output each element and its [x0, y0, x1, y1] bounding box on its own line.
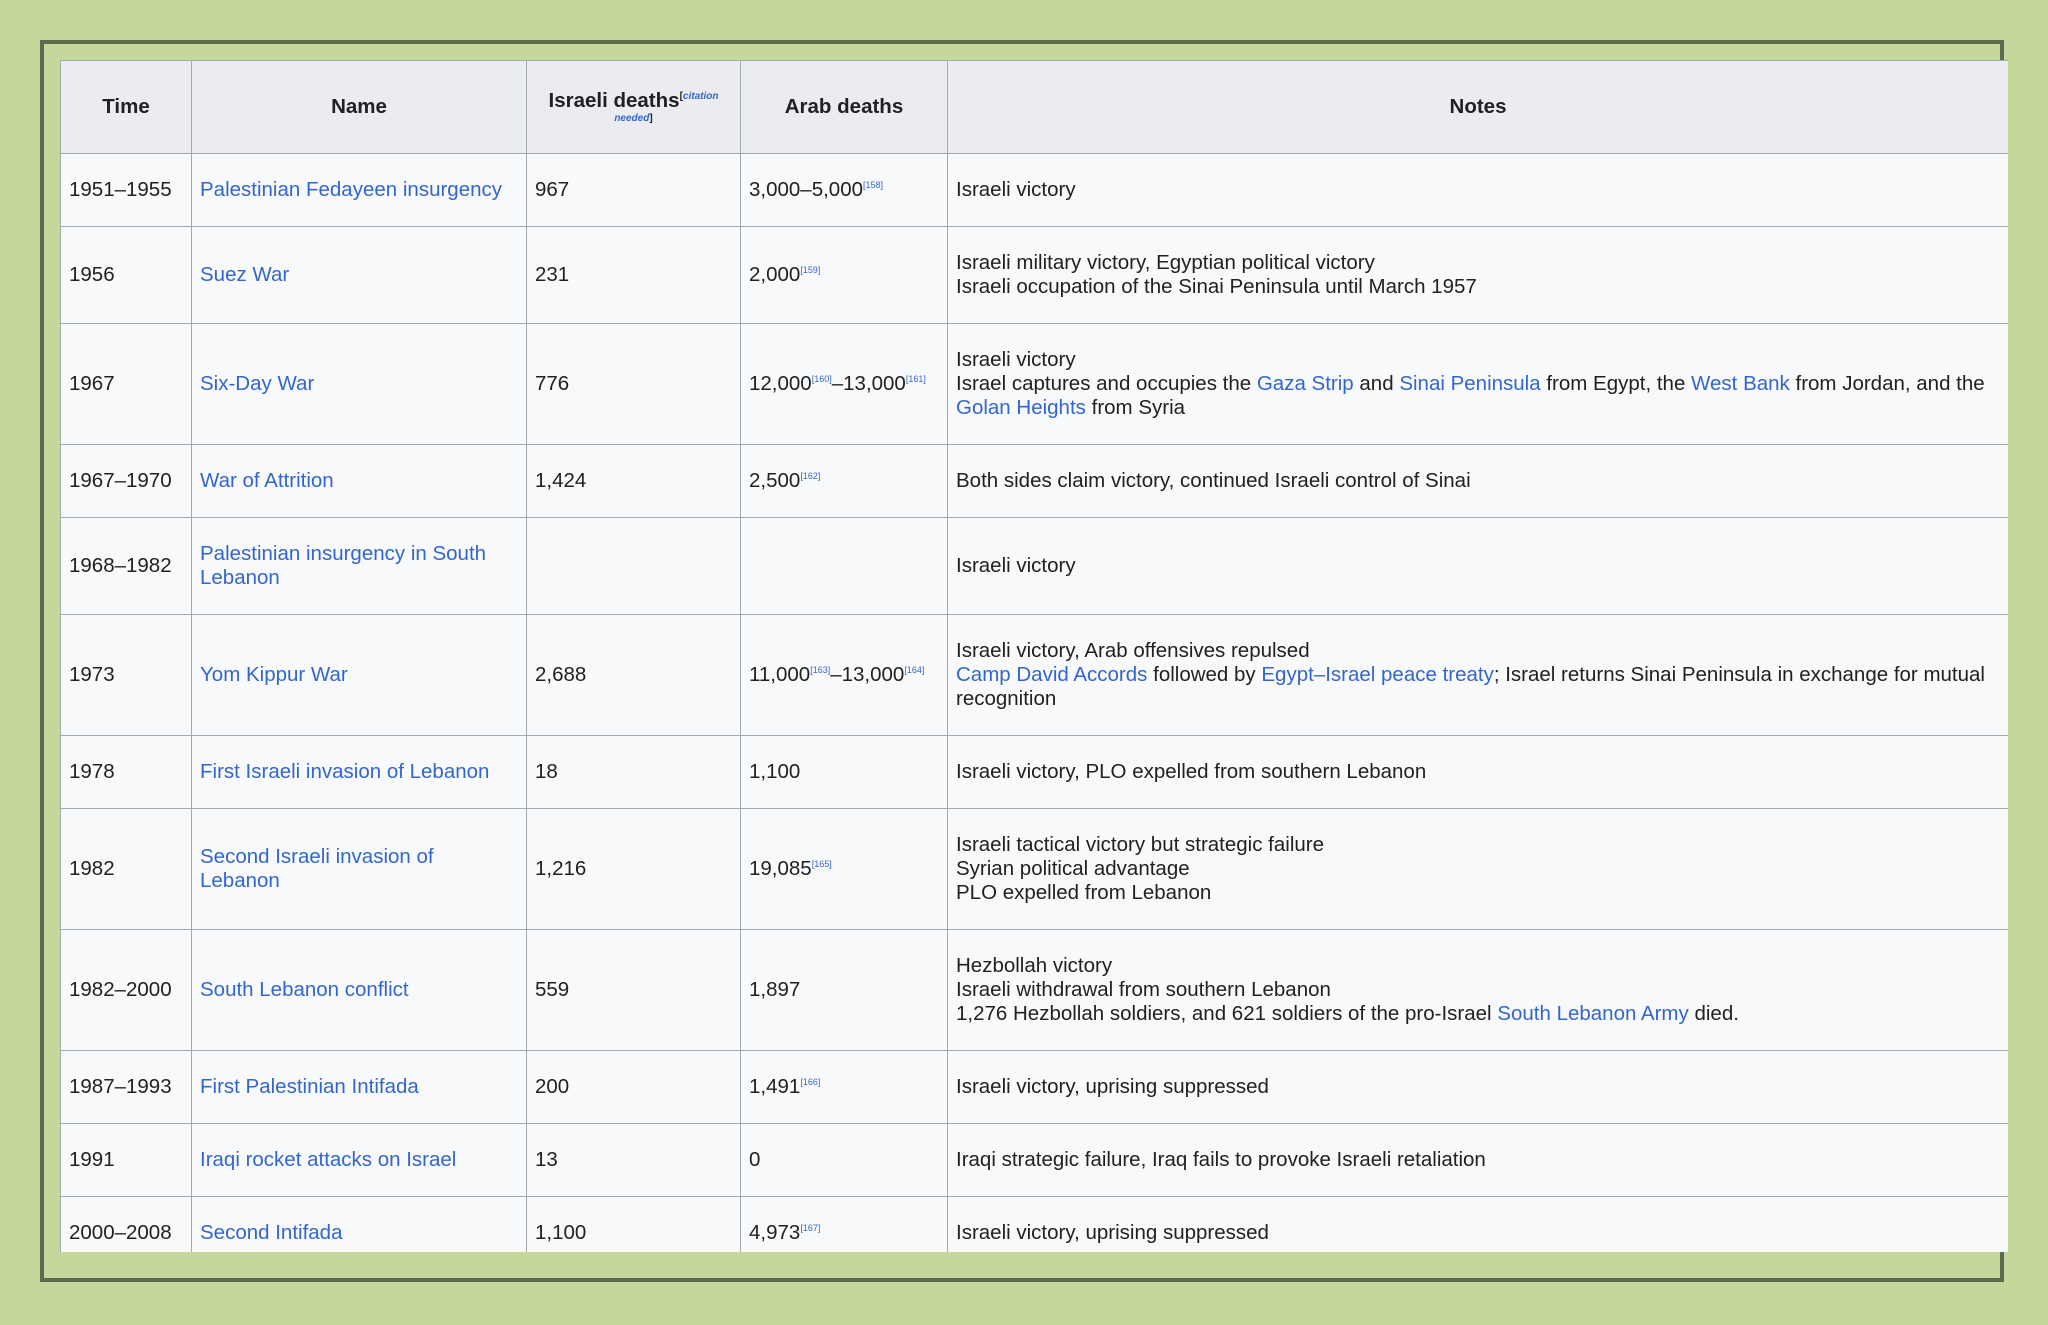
name-cell — [192, 736, 527, 809]
time-cell: 1987–1993 — [61, 1051, 192, 1124]
notes-text: Israeli victory, uprising suppressed — [956, 1221, 1269, 1244]
conflict-link[interactable]: First Israeli invasion of Lebanon — [200, 760, 490, 783]
notes-cell — [948, 518, 2009, 615]
notes-text: and — [1353, 372, 1400, 395]
table-row — [61, 809, 2009, 930]
table-row — [61, 615, 2009, 736]
reference-link[interactable]: [161] — [905, 374, 926, 385]
notes-line — [956, 1002, 2000, 1026]
reference-link[interactable]: [159] — [800, 265, 821, 276]
header-row — [61, 61, 2009, 154]
name-cell — [192, 154, 527, 227]
israeli-deaths-cell: 2,688 — [527, 615, 741, 736]
notes-line — [956, 881, 2000, 905]
header-name[interactable]: Name — [192, 61, 527, 154]
reference-link[interactable]: [165] — [811, 859, 832, 870]
arab-deaths-cell — [741, 1051, 948, 1124]
notes-text: Israeli victory — [956, 178, 1076, 201]
conflict-link[interactable]: Iraqi rocket attacks on Israel — [200, 1148, 457, 1171]
notes-line — [956, 469, 2000, 493]
notes-line — [956, 275, 2000, 299]
notes-cell — [948, 1124, 2009, 1197]
cn-bracket-open: [ — [679, 91, 683, 103]
israeli-deaths-cell: 231 — [527, 227, 741, 324]
time-cell: 1978 — [61, 736, 192, 809]
notes-text: ; Israel returns Sinai Peninsula in exchange for mutual recognition — [956, 663, 1985, 710]
cn-bracket-close: ] — [649, 113, 653, 124]
table-row — [61, 227, 2009, 324]
article-link[interactable]: South Lebanon Army — [1497, 1002, 1689, 1025]
arab-deaths-text: 3,000–5,000 — [749, 178, 864, 201]
arab-deaths-text: 12,000 — [749, 372, 812, 395]
slide-frame — [40, 40, 2004, 1282]
time-cell: 1968–1982 — [61, 518, 192, 615]
notes-cell — [948, 324, 2009, 445]
name-cell — [192, 518, 527, 615]
table-row — [61, 1197, 2009, 1253]
notes-line — [956, 178, 2000, 202]
notes-text: 1,276 Hezbollah soldiers, and 621 soldiers of the pro-Israel — [956, 1002, 1498, 1025]
arab-deaths-text: 2,500 — [749, 469, 801, 492]
table-row — [61, 736, 2009, 809]
notes-line — [956, 760, 2000, 784]
notes-text: Israeli withdrawal from southern Lebanon — [956, 978, 1331, 1001]
israeli-deaths-cell: 1,424 — [527, 445, 741, 518]
notes-cell — [948, 930, 2009, 1051]
notes-text: Iraqi strategic failure, Iraq fails to provoke Israeli retaliation — [956, 1148, 1486, 1171]
time-cell: 2000–2008 — [61, 1197, 192, 1253]
arab-deaths-text: 1,897 — [749, 978, 801, 1001]
conflict-link[interactable]: Yom Kippur War — [200, 663, 348, 686]
arab-deaths-text: 2,000 — [749, 263, 801, 286]
citation-needed-line2[interactable] — [535, 113, 732, 125]
arab-deaths-cell — [741, 445, 948, 518]
notes-text: Both sides claim victory, continued Israeli control of Sinai — [956, 469, 1471, 492]
notes-cell — [948, 227, 2009, 324]
notes-line — [956, 372, 2000, 420]
arab-deaths-text: –13,000 — [830, 663, 905, 686]
notes-text: Syrian political advantage — [956, 857, 1190, 880]
article-link[interactable]: Sinai Peninsula — [1399, 372, 1541, 395]
conflict-link[interactable]: War of Attrition — [200, 469, 334, 492]
reference-link[interactable]: [160] — [811, 374, 832, 385]
conflict-link[interactable]: South Lebanon conflict — [200, 978, 409, 1001]
citation-needed-tag[interactable] — [680, 91, 719, 102]
notes-text: Israeli victory, PLO expelled from southern Lebanon — [956, 760, 1427, 783]
reference-link[interactable]: [158] — [863, 180, 884, 191]
notes-line — [956, 554, 2000, 578]
reference-link[interactable]: [164] — [904, 665, 925, 676]
conflicts-table — [60, 60, 2008, 1252]
name-cell — [192, 615, 527, 736]
notes-cell — [948, 736, 2009, 809]
arab-deaths-cell — [741, 227, 948, 324]
cn-text-citation: citation — [682, 91, 719, 103]
arab-deaths-cell — [741, 154, 948, 227]
israeli-deaths-cell — [527, 518, 741, 615]
notes-cell — [948, 809, 2009, 930]
arab-deaths-cell — [741, 518, 948, 615]
israeli-deaths-cell: 1,216 — [527, 809, 741, 930]
table-row — [61, 1051, 2009, 1124]
article-link[interactable]: Golan Heights — [956, 396, 1086, 419]
header-time[interactable]: Time — [61, 61, 192, 154]
table-row — [61, 930, 2009, 1051]
notes-text: Israeli victory, Arab offensives repulsed — [956, 639, 1310, 662]
time-cell: 1956 — [61, 227, 192, 324]
notes-line — [956, 251, 2000, 275]
notes-line — [956, 833, 2000, 857]
name-cell — [192, 1124, 527, 1197]
notes-text: followed by — [1147, 663, 1262, 686]
time-cell: 1982–2000 — [61, 930, 192, 1051]
conflict-link[interactable]: Palestinian Fedayeen insurgency — [200, 178, 502, 201]
conflict-link[interactable]: Second Israeli invasion of Lebanon — [200, 845, 434, 892]
arab-deaths-text: –13,000 — [831, 372, 906, 395]
notes-line — [956, 639, 2000, 663]
conflict-link[interactable]: Suez War — [200, 263, 290, 286]
notes-line — [956, 978, 2000, 1002]
notes-text: Israeli victory, uprising suppressed — [956, 1075, 1269, 1098]
conflict-link[interactable]: Six-Day War — [200, 372, 315, 395]
arab-deaths-cell — [741, 736, 948, 809]
table-body — [61, 154, 2009, 1253]
table-row — [61, 445, 2009, 518]
reference-link[interactable]: [163] — [810, 665, 831, 676]
notes-line — [956, 1148, 2000, 1172]
header-israeli-deaths-label: Israeli deaths — [548, 89, 680, 112]
notes-cell — [948, 1197, 2009, 1253]
article-link[interactable]: Camp David Accords — [956, 663, 1148, 686]
table-viewport — [60, 60, 2008, 1252]
arab-deaths-text: 11,000 — [749, 663, 811, 686]
name-cell — [192, 324, 527, 445]
israeli-deaths-cell: 967 — [527, 154, 741, 227]
arab-deaths-cell — [741, 809, 948, 930]
time-cell: 1967–1970 — [61, 445, 192, 518]
arab-deaths-text: 19,085 — [749, 857, 812, 880]
notes-text: from Egypt, the — [1540, 372, 1692, 395]
header-notes[interactable]: Notes — [948, 61, 2009, 154]
arab-deaths-cell — [741, 930, 948, 1051]
arab-deaths-cell — [741, 1197, 948, 1253]
notes-line — [956, 857, 2000, 881]
conflict-link[interactable]: First Palestinian Intifada — [200, 1075, 419, 1098]
conflict-link[interactable]: Palestinian insurgency in South Lebanon — [200, 542, 487, 589]
header-israeli-deaths[interactable] — [527, 61, 741, 154]
time-cell: 1982 — [61, 809, 192, 930]
arab-deaths-text: 4,973 — [749, 1221, 801, 1244]
notes-text: Israeli tactical victory but strategic failure — [956, 833, 1324, 856]
israeli-deaths-cell: 200 — [527, 1051, 741, 1124]
notes-cell — [948, 1051, 2009, 1124]
notes-text: Israeli victory — [956, 554, 1076, 577]
notes-text: from Syria — [1085, 396, 1186, 419]
conflict-link[interactable]: Second Intifada — [200, 1221, 343, 1244]
time-cell: 1951–1955 — [61, 154, 192, 227]
notes-text: PLO expelled from Lebanon — [956, 881, 1212, 904]
notes-line — [956, 1221, 2000, 1245]
name-cell — [192, 445, 527, 518]
name-cell — [192, 1197, 527, 1253]
notes-line — [956, 663, 2000, 711]
reference-link[interactable]: [166] — [800, 1077, 821, 1088]
arab-deaths-cell — [741, 615, 948, 736]
article-link[interactable]: Egypt–Israel peace treaty — [1261, 663, 1494, 686]
name-cell — [192, 227, 527, 324]
israeli-deaths-cell: 1,100 — [527, 1197, 741, 1253]
table-row — [61, 518, 2009, 615]
notes-text: Israeli military victory, Egyptian political victory — [956, 251, 1375, 274]
reference-link[interactable]: [162] — [800, 471, 821, 482]
notes-text: Hezbollah victory — [956, 954, 1113, 977]
arab-deaths-text: 1,491 — [749, 1075, 801, 1098]
notes-cell — [948, 445, 2009, 518]
israeli-deaths-cell: 776 — [527, 324, 741, 445]
notes-text: died. — [1688, 1002, 1739, 1025]
table-row — [61, 154, 2009, 227]
notes-line — [956, 954, 2000, 978]
name-cell — [192, 930, 527, 1051]
time-cell: 1973 — [61, 615, 192, 736]
article-link[interactable]: Gaza Strip — [1256, 372, 1354, 395]
notes-cell — [948, 615, 2009, 736]
table-row — [61, 324, 2009, 445]
notes-text: from Jordan, and the — [1789, 372, 1985, 395]
header-arab-deaths[interactable]: Arab deaths — [741, 61, 948, 154]
cn-text-needed: needed — [614, 113, 650, 124]
notes-text: Israeli victory — [956, 348, 1076, 371]
table-row — [61, 1124, 2009, 1197]
arab-deaths-cell — [741, 324, 948, 445]
israeli-deaths-cell: 18 — [527, 736, 741, 809]
article-link[interactable]: West Bank — [1691, 372, 1790, 395]
arab-deaths-text: 0 — [749, 1148, 761, 1171]
notes-line — [956, 1075, 2000, 1099]
arab-deaths-text: 1,100 — [749, 760, 801, 783]
arab-deaths-cell — [741, 1124, 948, 1197]
notes-cell — [948, 154, 2009, 227]
israeli-deaths-cell: 13 — [527, 1124, 741, 1197]
reference-link[interactable]: [167] — [800, 1223, 821, 1234]
notes-text: Israel captures and occupies the — [956, 372, 1257, 395]
notes-text: Israeli occupation of the Sinai Peninsula until March 1957 — [956, 275, 1477, 298]
israeli-deaths-cell: 559 — [527, 930, 741, 1051]
time-cell: 1967 — [61, 324, 192, 445]
notes-line — [956, 348, 2000, 372]
name-cell — [192, 1051, 527, 1124]
time-cell: 1991 — [61, 1124, 192, 1197]
name-cell — [192, 809, 527, 930]
